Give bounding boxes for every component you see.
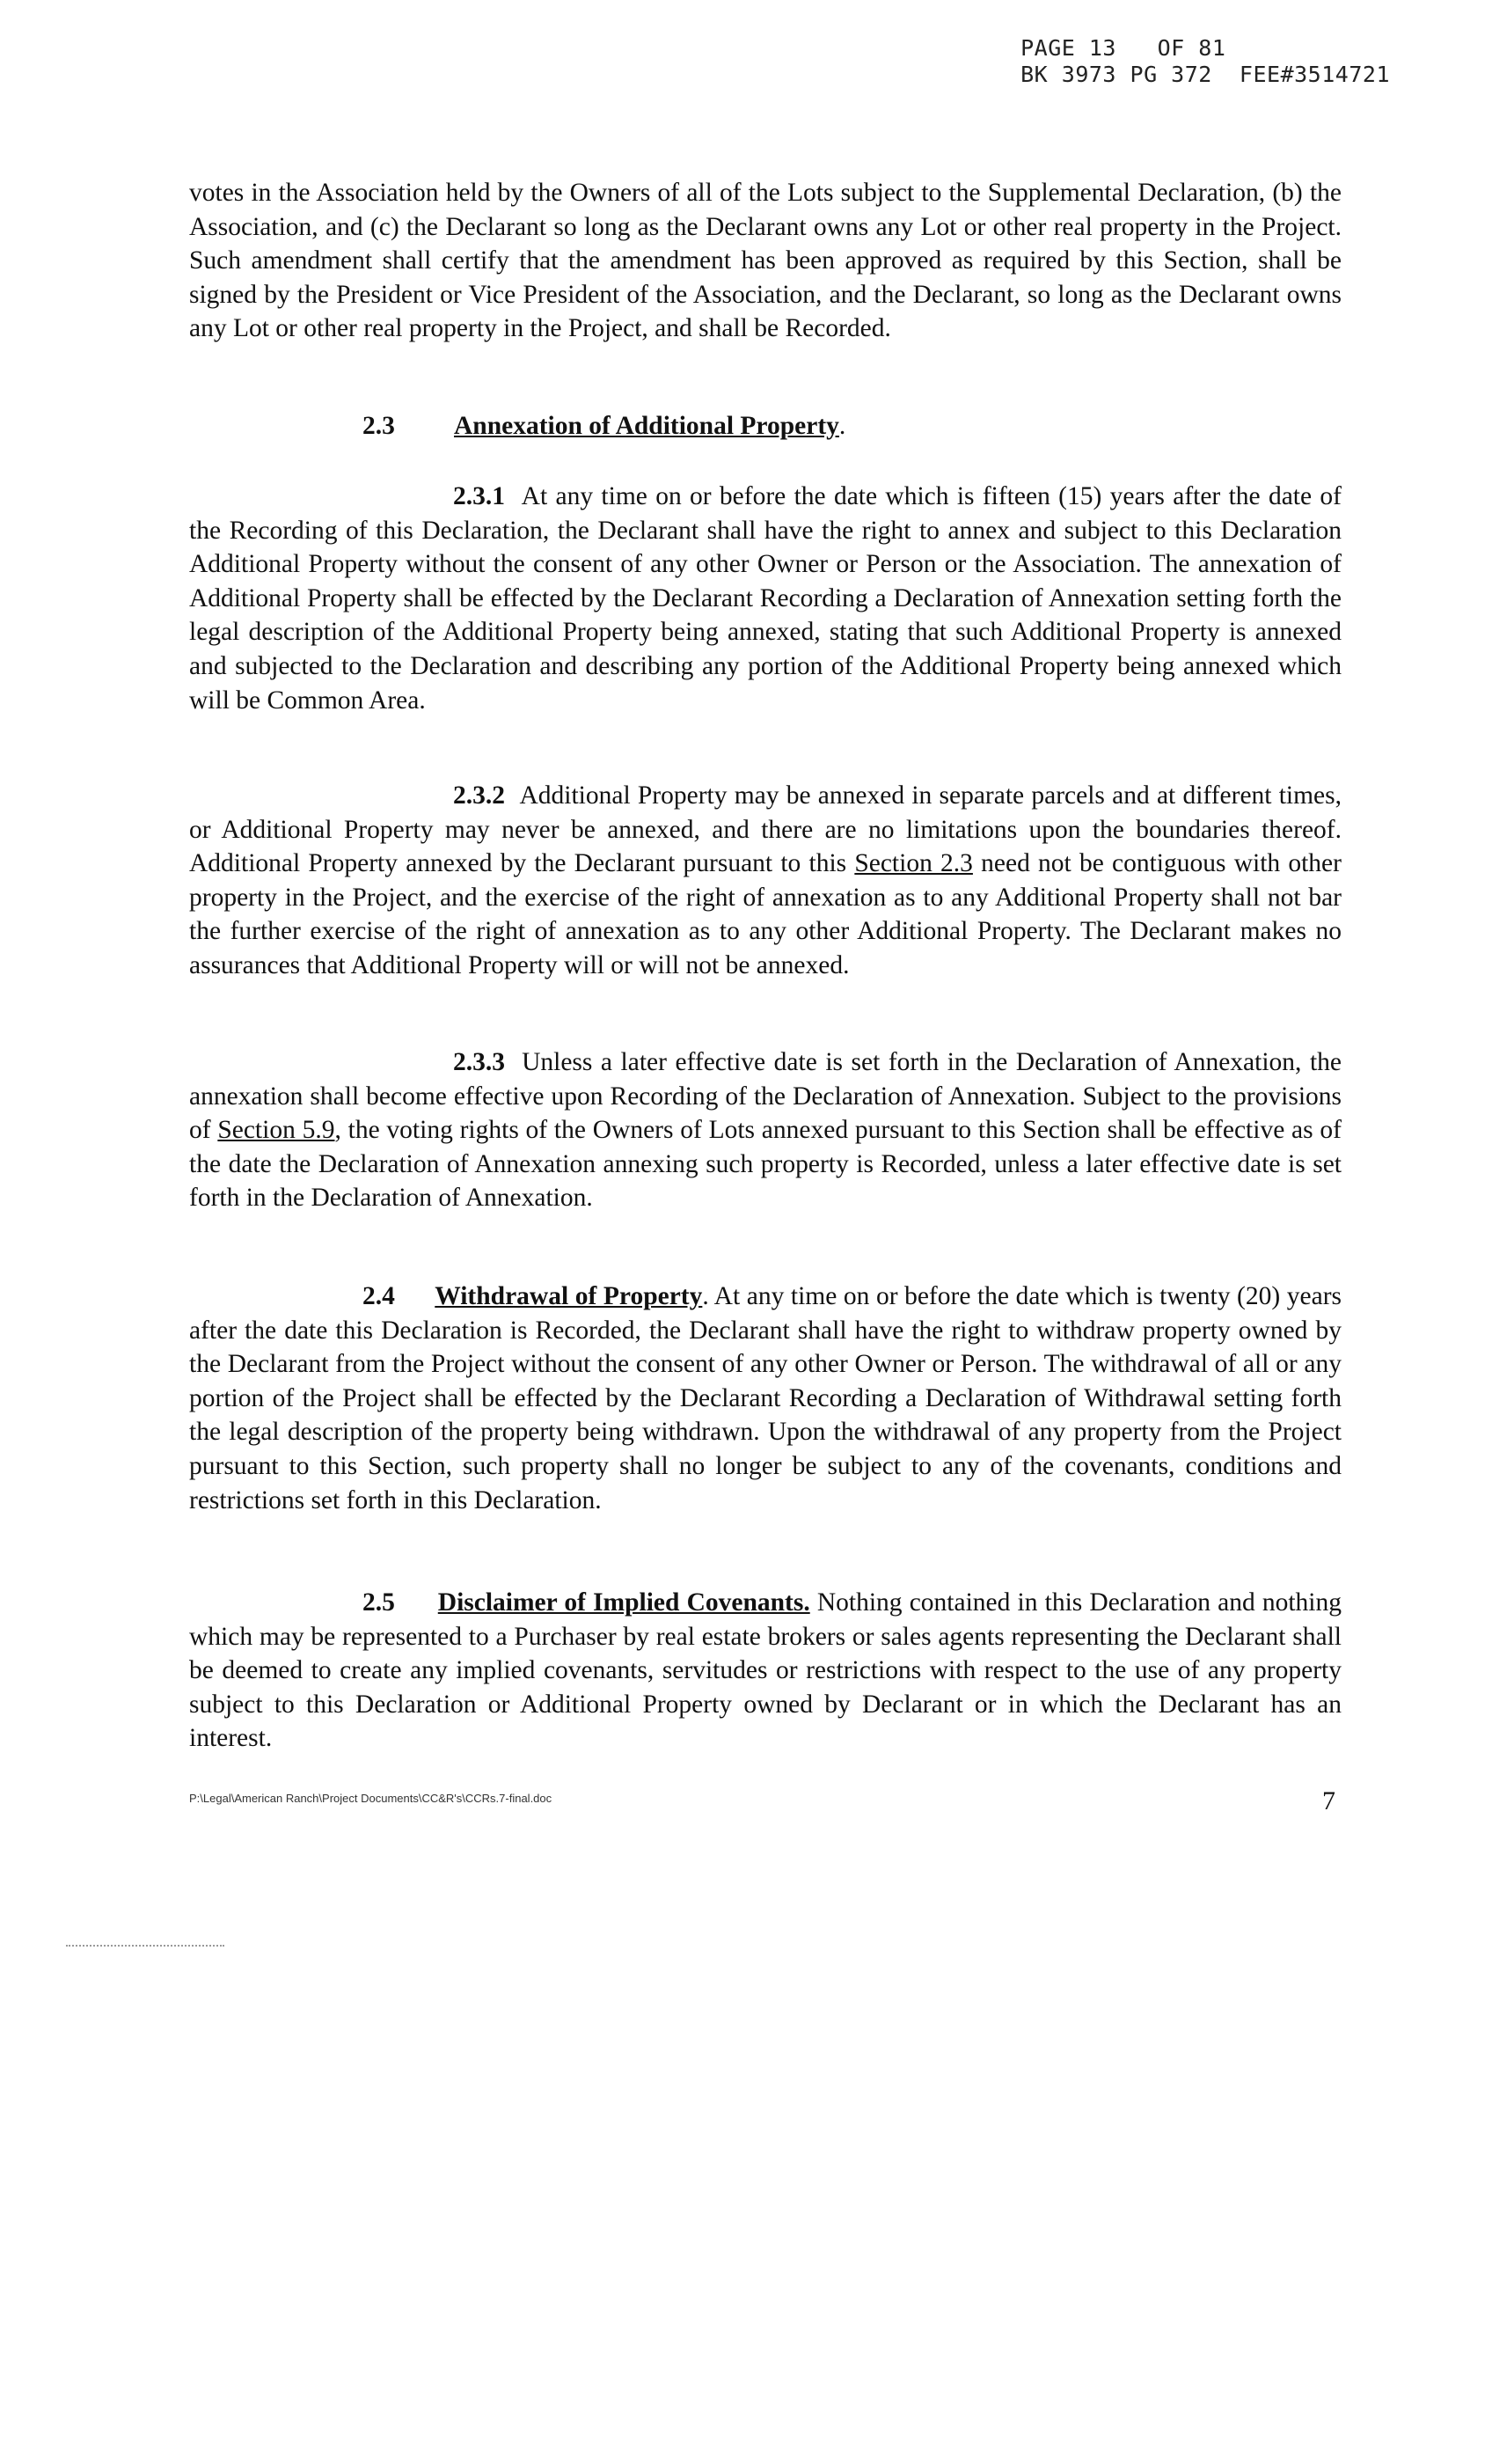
section-5-9-ref: Section 5.9	[217, 1116, 335, 1145]
section-2-4	[189, 1280, 1342, 1517]
section-2-4-title: Withdrawal of Property	[435, 1282, 703, 1310]
page-number: 7	[1322, 1786, 1335, 1815]
scan-artifact	[66, 1945, 224, 1948]
intro-paragraph	[189, 176, 1342, 346]
section-2-3-number: 2.3	[362, 412, 395, 440]
section-2-3-title: Annexation of Additional Property	[454, 412, 839, 440]
section-2-5-number: 2.5	[362, 1588, 395, 1617]
section-2-3-2-number: 2.3.2	[453, 781, 505, 810]
section-2-3-1	[189, 480, 1342, 717]
section-2-3-2	[189, 779, 1342, 983]
section-2-5-text: Nothing contained in this Declaration and nothing which may be represented to a Purchaser by real estate brokers or sales agents representing the Declarant shall be deemed to create any implied covenants, servitudes or restrictions with respect to the use of any property subject to this Declaration or Additional Property owned by Declarant or in which the Declarant has an interest.	[189, 1588, 1342, 1753]
section-2-3-3-text-a: Unless a later effective date is set forth in the Declaration of Annexation, the annexation shall become effective upon Recording of the Declaration of Annexation. Subject to the provisions of	[189, 1048, 1342, 1145]
footer-file-path: P:\Legal\American Ranch\Project Documents\CC&R's\CCRs.7-final.doc	[189, 1792, 552, 1805]
section-2-3-2-text-a: Additional Property may be annexed in separate parcels and at different times, or Additional Property may never be annexed, and there are no limitations upon the boundaries thereof. Additional Property annexed by the Declarant pursuant to this	[189, 781, 1342, 878]
section-2-3-period: .	[838, 412, 846, 440]
section-2-3-2-text-b: need not be contiguous with other property in the Project, and the exercise of the right of annexation as to any Additional Property shall not bar the further exercise of the right of annexation as to any other Additional Property. The Declarant makes no assurances that Additional Property will or will not be annexed.	[189, 849, 1342, 979]
recording-stamp	[1020, 35, 1390, 88]
section-2-3-3	[189, 1045, 1342, 1215]
section-2-3-3-number: 2.3.3	[453, 1048, 505, 1076]
section-2-4-number: 2.4	[362, 1282, 395, 1310]
section-2-3-3-text-b: , the voting rights of the Owners of Lots annexed pursuant to this Section shall be effective as of the date the Declaration of Annexation annexing such property is Recorded, unless a later effective date is set forth in the Declaration of Annexation.	[189, 1116, 1342, 1213]
stamp-book-line: BK 3973 PG 372 FEE#3514721	[1020, 62, 1390, 87]
intro-text: votes in the Association held by the Owners of all of the Lots subject to the Supplemental Declaration, (b) the Association, and (c) the Declarant so long as the Declarant owns any Lot or other real property in the Project. Such amendment shall certify that the amendment has been approved as required by this Section, shall be signed by the President or Vice President of the Association, and the Declarant, so long as the Declarant owns any Lot or other real property in the Project, and shall be Recorded.	[189, 179, 1342, 343]
stamp-page-line: PAGE 13 OF 81	[1020, 35, 1226, 61]
section-2-5-title: Disclaimer of Implied Covenants.	[437, 1588, 810, 1617]
section-2-3-1-text: At any time on or before the date which is fifteen (15) years after the date of the Recording of this Declaration, the Declarant shall have the right to annex and subject to this Declaration Additional Property without the consent of any other Owner or Person or the Association. The annexation of Additional Property shall be effected by the Declarant Recording a Declaration of Annexation setting forth the legal description of the Additional Property being annexed, stating that such Additional Property is annexed and subjected to the Declaration and describing any portion of the Additional Property being annexed which will be Common Area.	[189, 482, 1342, 715]
section-2-3-ref: Section 2.3	[854, 849, 973, 878]
section-2-3-1-number: 2.3.1	[453, 482, 505, 510]
section-2-5	[189, 1586, 1342, 1756]
section-2-4-text: . At any time on or before the date which is twenty (20) years after the date this Declaration is Recorded, the Declarant shall have the right to withdraw property owned by the Declarant from the Project without the consent of any other Owner or Person. The withdrawal of all or any portion of the Project shall be effected by the Declarant Recording a Declaration of Withdrawal setting forth the legal description of the property being withdrawn. Upon the withdrawal of any property from the Project pursuant to this Section, such property shall no longer be subject to any of the covenants, conditions and restrictions set forth in this Declaration.	[189, 1282, 1342, 1514]
section-2-3-heading	[362, 412, 845, 441]
